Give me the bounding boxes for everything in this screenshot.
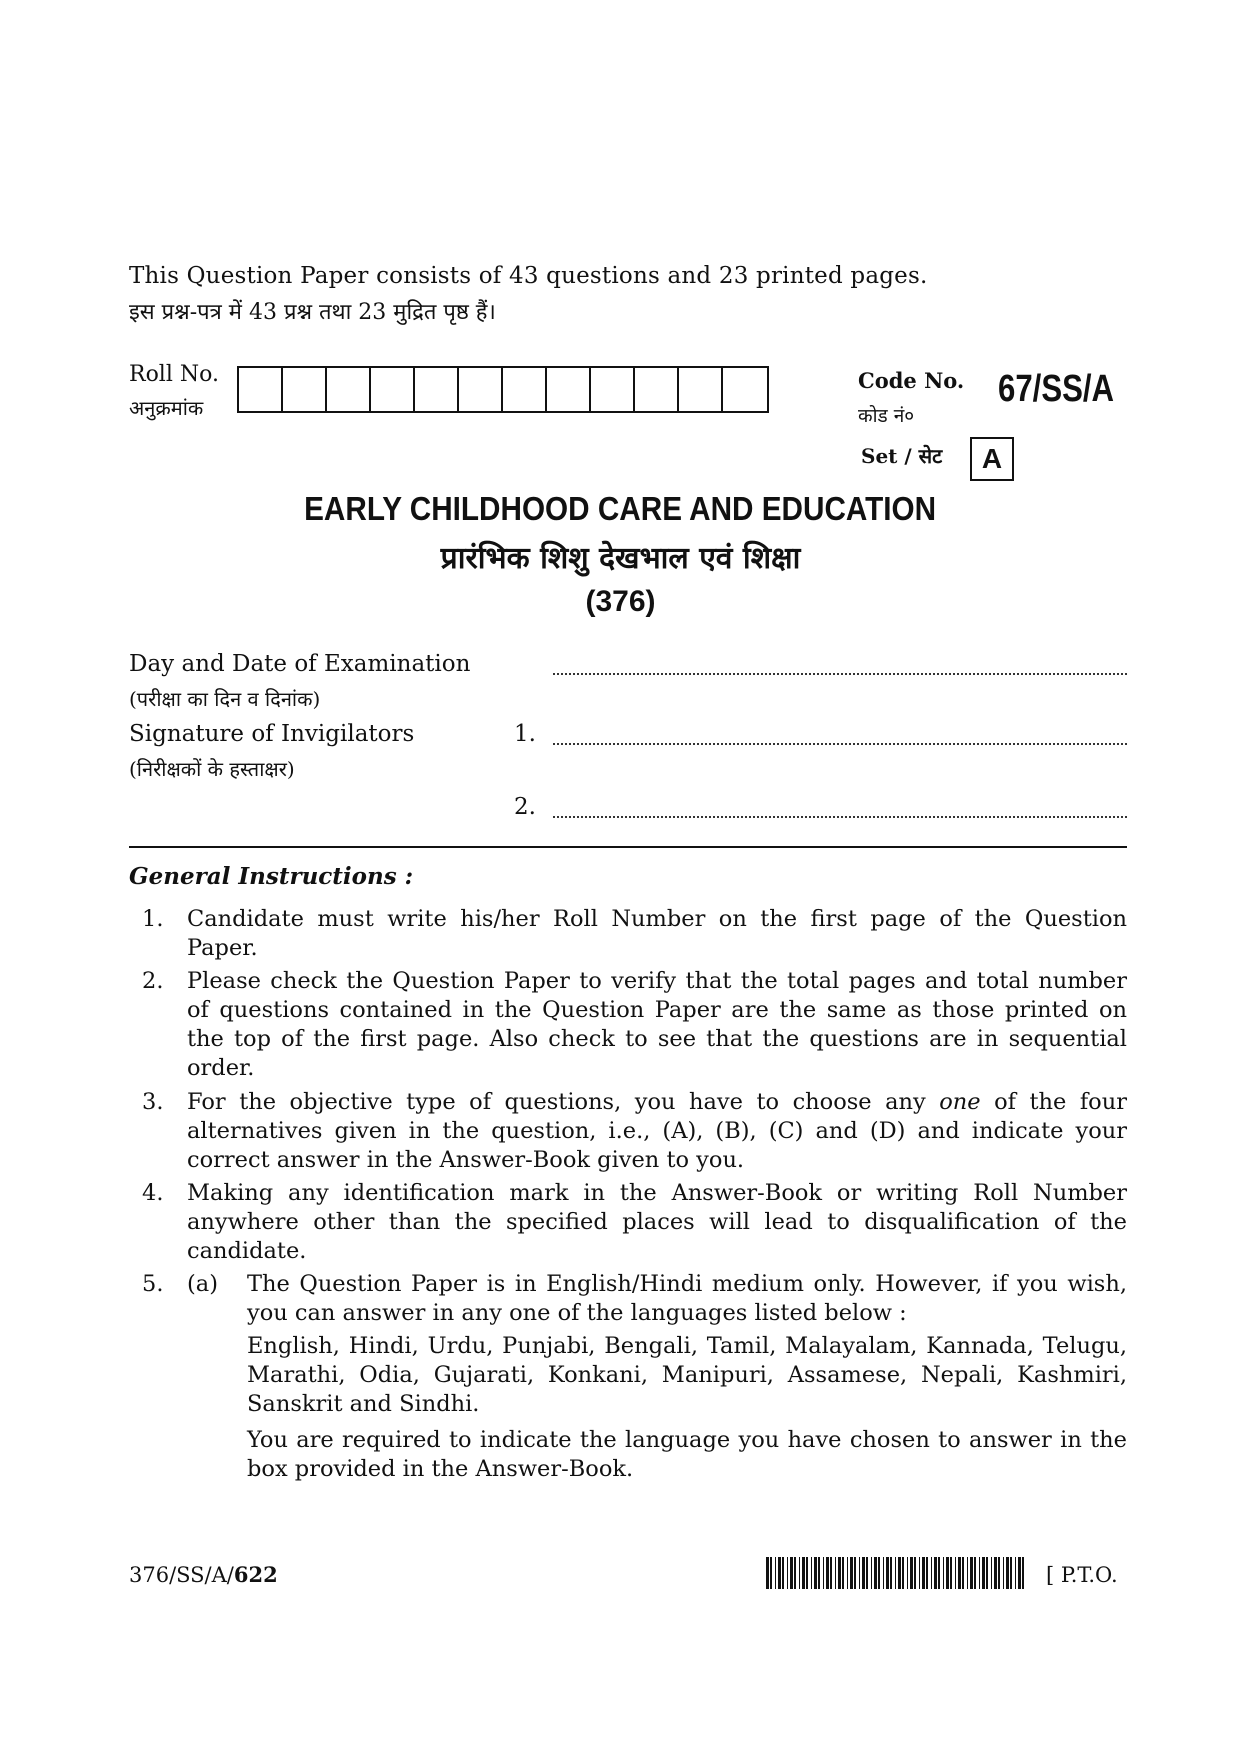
instruction-text-emphasis: one bbox=[939, 1089, 981, 1115]
roll-number-box[interactable] bbox=[239, 368, 283, 411]
exam-date-field[interactable] bbox=[553, 673, 1127, 675]
invigilator-1-number: 1. bbox=[514, 721, 536, 747]
subject-title-english-text: EARLY CHILDHOOD CARE AND EDUCATION bbox=[304, 490, 937, 527]
instruction-text: Making any identification mark in the Answer-Book or writing Roll Number anywhere other than the specified places will lead to disqualification of the candidate. bbox=[187, 1180, 1127, 1264]
roll-number-box[interactable] bbox=[679, 368, 723, 411]
set-value-box: A bbox=[970, 437, 1014, 481]
invigilators-label: Signature of Invigilators bbox=[129, 721, 415, 747]
instruction-text: Candidate must write his/her Roll Number on the first page of the Question Paper. bbox=[187, 906, 1127, 961]
roll-number-box[interactable] bbox=[503, 368, 547, 411]
instruction-text: Please check the Question Paper to verify that the total pages and total number of questions contained in the Question Paper are the same as those printed on the top of the first page. Also check to see that the questions are in sequential order. bbox=[187, 968, 1127, 1081]
paper-info-hindi: इस प्रश्न-पत्र में 43 प्रश्न तथा 23 मुद्रित पृष्ठ हैं। bbox=[129, 300, 496, 325]
code-number-label-hindi: कोड नं० bbox=[858, 405, 915, 427]
instruction-number: 4. bbox=[142, 1180, 164, 1206]
set-label: Set / सेट bbox=[861, 444, 943, 468]
roll-number-box[interactable] bbox=[635, 368, 679, 411]
instruction-number: 3. bbox=[142, 1089, 164, 1115]
invigilators-label-hindi: (निरीक्षकों के हस्ताक्षर) bbox=[129, 757, 295, 781]
instruction-item-3 bbox=[129, 1088, 1127, 1175]
subject-title-hindi: प्रारंभिक शिशु देखभाल एवं शिक्षा bbox=[440, 541, 801, 576]
instruction-sub-label: (a) bbox=[187, 1271, 218, 1297]
roll-number-box[interactable] bbox=[327, 368, 371, 411]
roll-number-boxes[interactable] bbox=[237, 366, 769, 413]
roll-number-box[interactable] bbox=[371, 368, 415, 411]
page-turn-over: [ P.T.O. bbox=[1046, 1563, 1118, 1587]
invigilator-2-signature-field[interactable] bbox=[553, 816, 1127, 818]
instruction-language-note: You are required to indicate the language you have chosen to answer in the box provided in the Answer-Book. bbox=[247, 1427, 1127, 1482]
barcode-icon bbox=[766, 1557, 1028, 1589]
instruction-text-part: of the four alternatives given in the question, i.e., (A), (B), (C) and (D) and indicate your correct answer in the Answer-Book given to you. bbox=[187, 1089, 1127, 1173]
roll-number-box[interactable] bbox=[547, 368, 591, 411]
subject-code: (376) bbox=[585, 585, 656, 618]
exam-date-label: Day and Date of Examination bbox=[129, 651, 471, 677]
instruction-item-1 bbox=[129, 905, 1127, 963]
instruction-item-2 bbox=[129, 967, 1127, 1083]
instruction-number: 1. bbox=[142, 906, 164, 932]
footer-code-number: 622 bbox=[233, 1562, 278, 1587]
general-instructions-heading: General Instructions : bbox=[129, 863, 414, 890]
instruction-number: 2. bbox=[142, 968, 164, 994]
paper-info-english: This Question Paper consists of 43 questions and 23 printed pages. bbox=[129, 263, 928, 289]
code-number-value: 67/SS/A bbox=[998, 368, 1115, 410]
instruction-number: 5. bbox=[142, 1271, 164, 1297]
divider-rule bbox=[129, 846, 1127, 848]
roll-number-label: Roll No. bbox=[129, 362, 219, 387]
footer-paper-code bbox=[129, 1562, 278, 1587]
instruction-text: The Question Paper is in English/Hindi medium only. However, if you wish, you can answer in any one of the languages listed below : bbox=[247, 1271, 1127, 1326]
exam-date-label-hindi: (परीक्षा का दिन व दिनांक) bbox=[129, 687, 321, 711]
roll-number-box[interactable] bbox=[591, 368, 635, 411]
roll-number-label-hindi: अनुक्रमांक bbox=[129, 396, 204, 420]
invigilator-1-signature-field[interactable] bbox=[553, 743, 1127, 745]
instruction-text bbox=[187, 1088, 1127, 1175]
instruction-languages: English, Hindi, Urdu, Punjabi, Bengali, Tamil, Malayalam, Kannada, Telugu, Marathi, Odia, Gujarati, Konkani, Manipuri, Assamese, Nepali, Kashmiri, Sanskrit and Sindhi. bbox=[247, 1333, 1127, 1417]
instruction-item-4 bbox=[129, 1179, 1127, 1266]
roll-number-box[interactable] bbox=[283, 368, 327, 411]
invigilator-2-number: 2. bbox=[514, 794, 536, 820]
subject-title-english bbox=[0, 490, 1241, 528]
roll-number-box[interactable] bbox=[459, 368, 503, 411]
code-number-label: Code No. bbox=[858, 368, 965, 393]
instruction-item-5 bbox=[129, 1270, 1127, 1484]
roll-number-box[interactable] bbox=[723, 368, 767, 411]
instruction-text-part: For the objective type of questions, you have to choose any bbox=[187, 1089, 940, 1115]
footer-code-prefix: 376/SS/A/ bbox=[129, 1563, 234, 1587]
roll-number-box[interactable] bbox=[415, 368, 459, 411]
